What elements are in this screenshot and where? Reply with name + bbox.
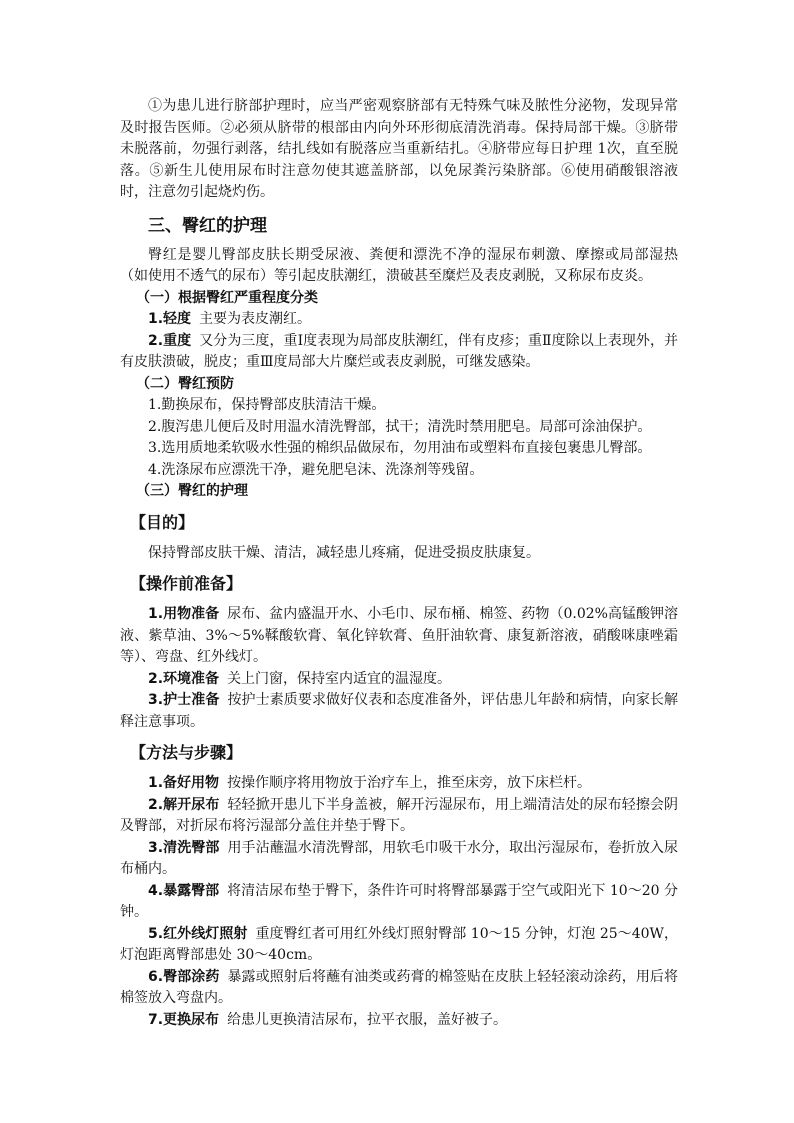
item-text: 又分为三度，重Ⅰ度表现为局部皮肤潮红，伴有皮疹；重Ⅱ度除以上表现外，并有皮肤溃破，脱皮；重Ⅲ度局部大片糜烂或表皮剥脱，可继发感染。 xyxy=(120,332,678,370)
classification-item xyxy=(120,309,678,331)
step-item xyxy=(120,1010,678,1032)
item-term: 2.重度 xyxy=(148,332,192,349)
item-term: 2.环境准备 xyxy=(148,670,220,687)
item-text: 暴露或照射后将蘸有油类或药膏的棉签贴在皮肤上轻轻滚动涂药，用后将棉签放入弯盘内。 xyxy=(120,968,678,1006)
prevention-heading: （二）臀红预防 xyxy=(136,375,234,392)
document-content xyxy=(120,96,678,1031)
purpose-heading: 【目的】 xyxy=(130,512,195,532)
preparation-heading: 【操作前准备】 xyxy=(130,574,243,593)
item-term: 5.红外线灯照射 xyxy=(148,925,248,942)
item-term: 3.护士准备 xyxy=(148,692,220,708)
item-text: 尿布、盆内盛温开水、小毛巾、尿布桶、棉签、药物（0.02%高锰酸钾溶液、紫草油、3%～5%鞣酸软膏、氧化锌软膏、鱼肝油软膏、康复新溶液，硝酸咪康唑霜等）、弯盘、红外线灯。 xyxy=(120,606,678,665)
classification-heading: （一）根据臀红严重程度分类 xyxy=(136,289,318,306)
step-item xyxy=(120,967,678,1010)
item-text: 给患儿更换清洁尿布，拉平衣服，盖好被子。 xyxy=(227,1011,508,1028)
item-text: 将清洁尿布垫于臀下，条件许可时将臀部暴露于空气或阳光下 10～20 分钟。 xyxy=(120,882,679,920)
item-term: 2.解开尿布 xyxy=(148,796,220,813)
item-term: 1.轻度 xyxy=(148,311,192,327)
item-term: 7.更换尿布 xyxy=(148,1011,220,1028)
item-text: 重度臀红者可用红外线灯照射臀部 10～15 分钟，灯泡 25～40W，灯泡距离臀部患处 30～40cm。 xyxy=(120,925,678,963)
steps-heading: 【方法与步骤】 xyxy=(130,743,243,762)
prevention-item: 3.选用质地柔软吸水性强的棉织品做尿布，勿用油布或塑料布直接包裹患儿臀部。 xyxy=(148,440,652,456)
purpose-text: 保持臀部皮肤干燥、清洁，减轻患儿疼痛，促进受损皮肤康复。 xyxy=(148,544,540,561)
umbilical-care-notes: ①为患儿进行脐部护理时，应当严密观察脐部有无特殊气味及脓性分泌物，发现异常及时报告医师。②必须从脐带的根部由内向外环形彻底清洗消毒。保持局部干燥。③脐带未脱落前，勿强行剥落，结扎线如有脱落应当重新结扎。④脐带应每日护理 1次，直至脱落。⑤新生儿使用尿布时注意勿使其遮盖脐部，以免尿粪污染脐部。⑥使用硝酸银溶液时，注意勿引起烧灼伤。 xyxy=(120,98,678,200)
item-term: 4.暴露臀部 xyxy=(148,882,220,899)
preparation-item xyxy=(120,604,678,669)
prevention-item: 1.勤换尿布，保持臀部皮肤清洁干燥。 xyxy=(148,397,386,413)
prevention-item: 2.腹泻患儿便后及时用温水清洗臀部，拭干；清洗时禁用肥皂。局部可涂油保护。 xyxy=(148,418,652,435)
item-term: 1.用物准备 xyxy=(148,606,220,622)
definition-paragraph: 臀红是婴儿臀部皮肤长期受尿液、粪便和漂洗不净的湿尿布刺激、摩擦或局部湿热（如使用不透气的尿布）等引起皮肤潮红，溃破甚至糜烂及表皮剥脱，又称尿布皮炎。 xyxy=(120,246,678,284)
item-term: 3.清洗臀部 xyxy=(148,839,220,856)
prevention-item: 4.洗涤尿布应漂洗干净，避免肥皂沫、洗涤剂等残留。 xyxy=(148,461,484,478)
classification-item xyxy=(120,331,678,374)
item-term: 6.臀部涂药 xyxy=(148,968,220,985)
item-term: 1.备好用物 xyxy=(148,775,220,791)
item-text: 轻轻掀开患儿下半身盖被，解开污湿尿布，用上端清洁处的尿布轻擦会阴及臀部，对折尿布将污湿部分盖住并垫于臀下。 xyxy=(120,796,678,834)
item-text: 主要为表皮潮红。 xyxy=(199,311,312,327)
step-item xyxy=(120,773,678,795)
step-item xyxy=(120,795,678,838)
item-text: 用手沾蘸温水清洗臀部，用软毛巾吸干水分，取出污湿尿布，卷折放入尿布桶内。 xyxy=(120,839,678,877)
preparation-item xyxy=(120,690,678,733)
item-text: 关上门窗，保持室内适宜的温湿度。 xyxy=(227,670,452,687)
preparation-item xyxy=(120,669,678,691)
item-text: 按操作顺序将用物放于治疗车上，推至床旁，放下床栏杆。 xyxy=(227,775,592,791)
step-item xyxy=(120,838,678,881)
care-heading: （三）臀红的护理 xyxy=(136,483,248,499)
item-text: 按护士素质要求做好仪表和态度准备外，评估患儿年龄和病情，向家长解释注意事项。 xyxy=(120,692,678,730)
section-title: 三、臀红的护理 xyxy=(148,215,267,236)
step-item xyxy=(120,881,678,924)
step-item xyxy=(120,924,678,967)
